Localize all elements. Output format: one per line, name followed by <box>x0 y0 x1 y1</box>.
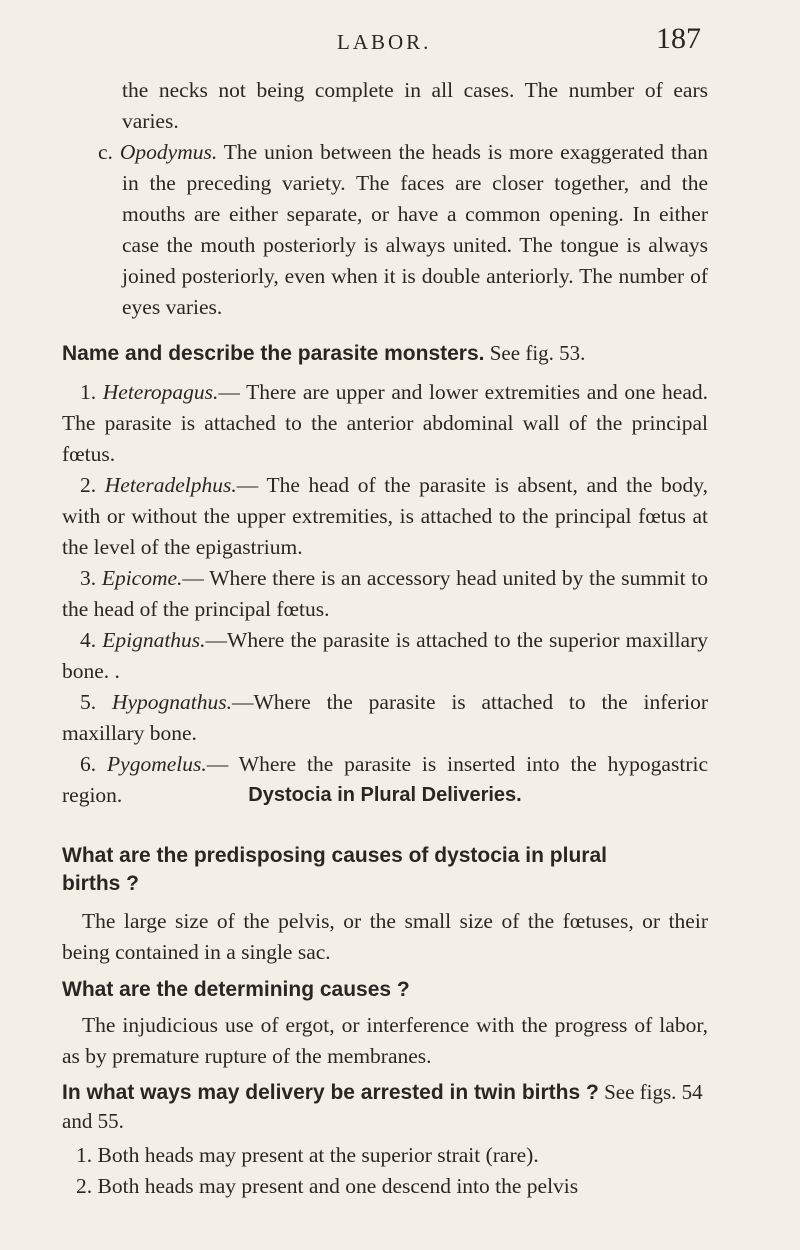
paragraph-opodymus <box>98 137 708 323</box>
answer-determining-causes: The injudicious use of ergot, or interference with the progress of labor, as by premature rupture of the membranes. <box>62 1013 708 1068</box>
twin-births-list <box>62 1140 708 1202</box>
question-determining-causes: What are the determining causes ? <box>62 978 410 1001</box>
page-header <box>0 18 800 58</box>
list-item: 1. Both heads may present at the superior strait (rare). <box>76 1143 539 1167</box>
list-item: 1. Heteropagus.— There are upper and lower extremities and one head. The parasite is attached to the anterior abdominal wall of the principal fœtus. <box>62 380 709 466</box>
list-item: 4. Epignathus.—Where the parasite is attached to the superior maxillary bone. . <box>62 628 708 683</box>
term: Heteropagus. <box>102 380 219 404</box>
item-label: c. <box>98 140 113 164</box>
question-parasite-monsters <box>62 340 708 368</box>
question-predisposing-causes: What are the predisposing causes of dystocia in plural births ? <box>62 844 607 895</box>
question-text: In what ways may delivery be arrested in twin births ? <box>62 1081 599 1104</box>
list-item: 5. Hypognathus.—Where the parasite is attached to the inferior maxillary bone. <box>62 690 708 745</box>
term: Heteradelphus. <box>104 473 237 497</box>
term: Epicome. <box>101 566 183 590</box>
term: Pygomelus. <box>107 752 207 776</box>
term: Hypognathus. <box>111 690 232 714</box>
opodymus-text: The union between the heads is more exaggerated than in the preceding variety. The faces are closer together, and the mouths are either separate, or have a common opening. In either case the mouth posteriorly is always united. The tongue is always joined posteriorly, even when it is double anteriorly. The number of eyes varies. <box>122 140 708 319</box>
question-twin-births <box>62 1078 708 1135</box>
section-heading: Dystocia in Plural Deliveries. <box>248 784 522 806</box>
list-item: 2. Both heads may present and one descend into the pelvis <box>76 1174 579 1198</box>
list-item: 6. Pygomelus.— Where the parasite is inserted into the hypogastric region. <box>62 752 708 807</box>
term-opodymus: Opodymus. <box>119 140 218 164</box>
answer-predisposing-causes: The large size of the pelvis, or the small size of the fœtuses, or their being contained in a single sac. <box>62 909 708 964</box>
running-head: LABOR. <box>337 30 432 54</box>
figure-reference: See figs. 54 and 55. <box>62 1080 703 1133</box>
parasite-list <box>62 377 708 811</box>
page-number: 187 <box>656 22 701 55</box>
paragraph-continuation: the necks not being complete in all cases. The number of ears varies. <box>122 78 708 133</box>
figure-reference: See fig. 53. <box>489 341 586 365</box>
list-item: 3. Epicome.— Where there is an accessory head united by the summit to the head of the principal fœtus. <box>62 566 709 621</box>
term: Epignathus. <box>102 628 206 652</box>
list-item: 2. Heteradelphus.— The head of the parasite is absent, and the body, with or without the upper extremities, is attached to the principal fœtus at the level of the epigastrium. <box>62 473 708 559</box>
question-text: Name and describe the parasite monsters. <box>62 342 485 365</box>
